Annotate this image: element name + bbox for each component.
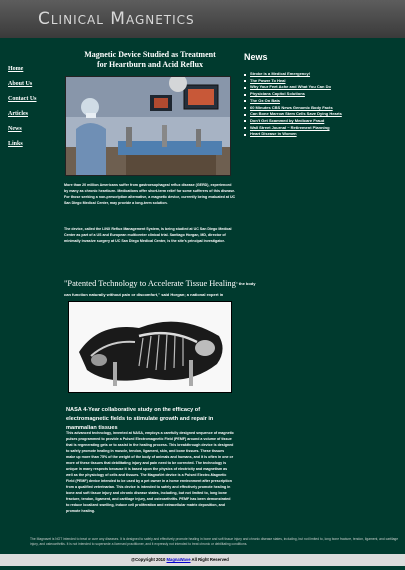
news-item[interactable]: The Power To Heal [250, 78, 405, 85]
news-item[interactable]: Stroke is a Medical Emergency! [250, 71, 405, 78]
quote-tail-1: " the body [235, 281, 256, 286]
nasa-study-section [60, 400, 240, 550]
nav-link-news[interactable]: News [8, 126, 22, 132]
nav-link-links[interactable]: Links [8, 141, 23, 147]
news-column [240, 48, 405, 138]
nav-link-home[interactable]: Home [8, 66, 24, 72]
nav-link-contact-us[interactable]: Contact Us [8, 96, 37, 102]
footer-disclaimer: The Magnavet is NOT intended to treat or cure any diseases. It is designed to safely and effectively promote healing in bone and soft tissue injury and chronic disease states, including, but not limited to, long bone fracture, tendon, ligament, and cartilage injury, and osteoarthritis. It is not intended to supersede a licensed practitioner, and it expressly not intended to treat chronic or debilitating conditions. [30, 537, 399, 546]
article-title [60, 50, 240, 70]
copyright-notice [131, 557, 229, 562]
tissue-healing-quote [64, 279, 274, 300]
nav-link-articles[interactable]: Articles [8, 111, 28, 117]
news-item[interactable]: Don't Get Scammed by Medicare Fraud [250, 118, 405, 125]
news-item[interactable]: Physicians Capitol Solutions [250, 91, 405, 98]
news-item[interactable]: Heart Disease in Women [250, 131, 405, 138]
article-paragraph-2: The device, called the LINX Reflux Management System, is being studied at UC San Diego Medical Center as part of a US and European multicenter clinical trial. Santiago Horgan, MD, director of minimally invasive surgery at UC San Diego Medical Center, is the site's principal investigator. [64, 227, 232, 243]
nasa-study-heading: NASA 4-Year collaborative study on the efficacy of electromagnetic fields to stimulate growth and repair in mammalian tissues [66, 407, 214, 431]
news-item[interactable]: Can Bone Marrow Stem Cells Save Dying Hearts [250, 111, 405, 118]
news-item[interactable]: Wall Street Journal ~ Retirement Planning [250, 125, 405, 132]
copyright-link[interactable]: MagnaWave [166, 557, 191, 562]
xray-illustration [69, 302, 231, 392]
site-banner [0, 0, 405, 38]
news-item[interactable]: Why Your Feet Ache and What You Can Do [250, 84, 405, 91]
footer-bar [0, 554, 405, 566]
article-title-line-2: for Heartburn and Acid Reflux [96, 60, 204, 69]
nasa-study-body: This advanced technology, invented at NASA, employs a carefully designed sequence of magnetic pulses programmed to provide a Pulsed Electromagnetic Field (PEMF) around a volume of tissue that is regenerating gets or to assist in the healing process. This breakthrough device is designed to safely promote healing in muscle, tendon, ligament, skin, and bone tissues. These tissues make up more than 75% of the weight of the body of animals and humans, and it is often in one or more of these tissues that debilitating injury and pain need to be corrected. The technology is unique in many respects because it is based upon the physics of electricity and magnetism as well as the physiology of cells and tissues. The MagnaVet device is a Pulsed Electro-Magnetic Field (PEMF) device intended to be used by a pet owner in a home environment after prescription from a qualified veterinarian. This device is intended to safely and effectively promote healing in bone and soft tissue injury and chronic disease states, including, but not limited to, long bone fracture, tendon, ligament, and cartilage injury, and osteoarthritis. PEMF has been demonstrated to reduce localized swelling, induce cell proliferation and extracellular matrix deposition, and promote healing. [66, 431, 234, 513]
article-paragraph-1: More than 20 million Americans suffer from gastroesophageal reflux disease (GERD), experienced by many as chronic heartburn. Medications offer short-term relief for some sufferers of this disease. For those seeking a non-prescription alternative, a magnetic device, currently being evaluated at UC San Diego Medical Center, may provide a long-term solution. [64, 183, 236, 205]
quote-title: "Patented Technology to Accelerate Tissue Healing [64, 279, 236, 288]
copyright-prefix: @Copyright 2010 [131, 557, 167, 562]
surgery-photo-image [66, 77, 230, 175]
page-body [0, 38, 405, 570]
sidebar-nav [8, 66, 58, 156]
surgery-photo [65, 76, 231, 176]
news-item[interactable]: 60 Minutes CBS News Genomic Body Facts [250, 105, 405, 112]
news-item[interactable]: The Ox On Bats [250, 98, 405, 105]
news-list [240, 71, 405, 138]
copyright-suffix: All Right Reserved [190, 557, 229, 562]
site-title: Clinical Magnetics [38, 9, 195, 29]
news-heading: News [244, 52, 268, 62]
quote-tail-2: can function naturally without pain or discomfort," said Horgan; a national expert in [64, 292, 224, 297]
nav-link-about-us[interactable]: About Us [8, 81, 33, 87]
animal-xray-image [68, 301, 232, 393]
article-title-line-1: Magnetic Device Studied as Treatment [84, 50, 216, 59]
